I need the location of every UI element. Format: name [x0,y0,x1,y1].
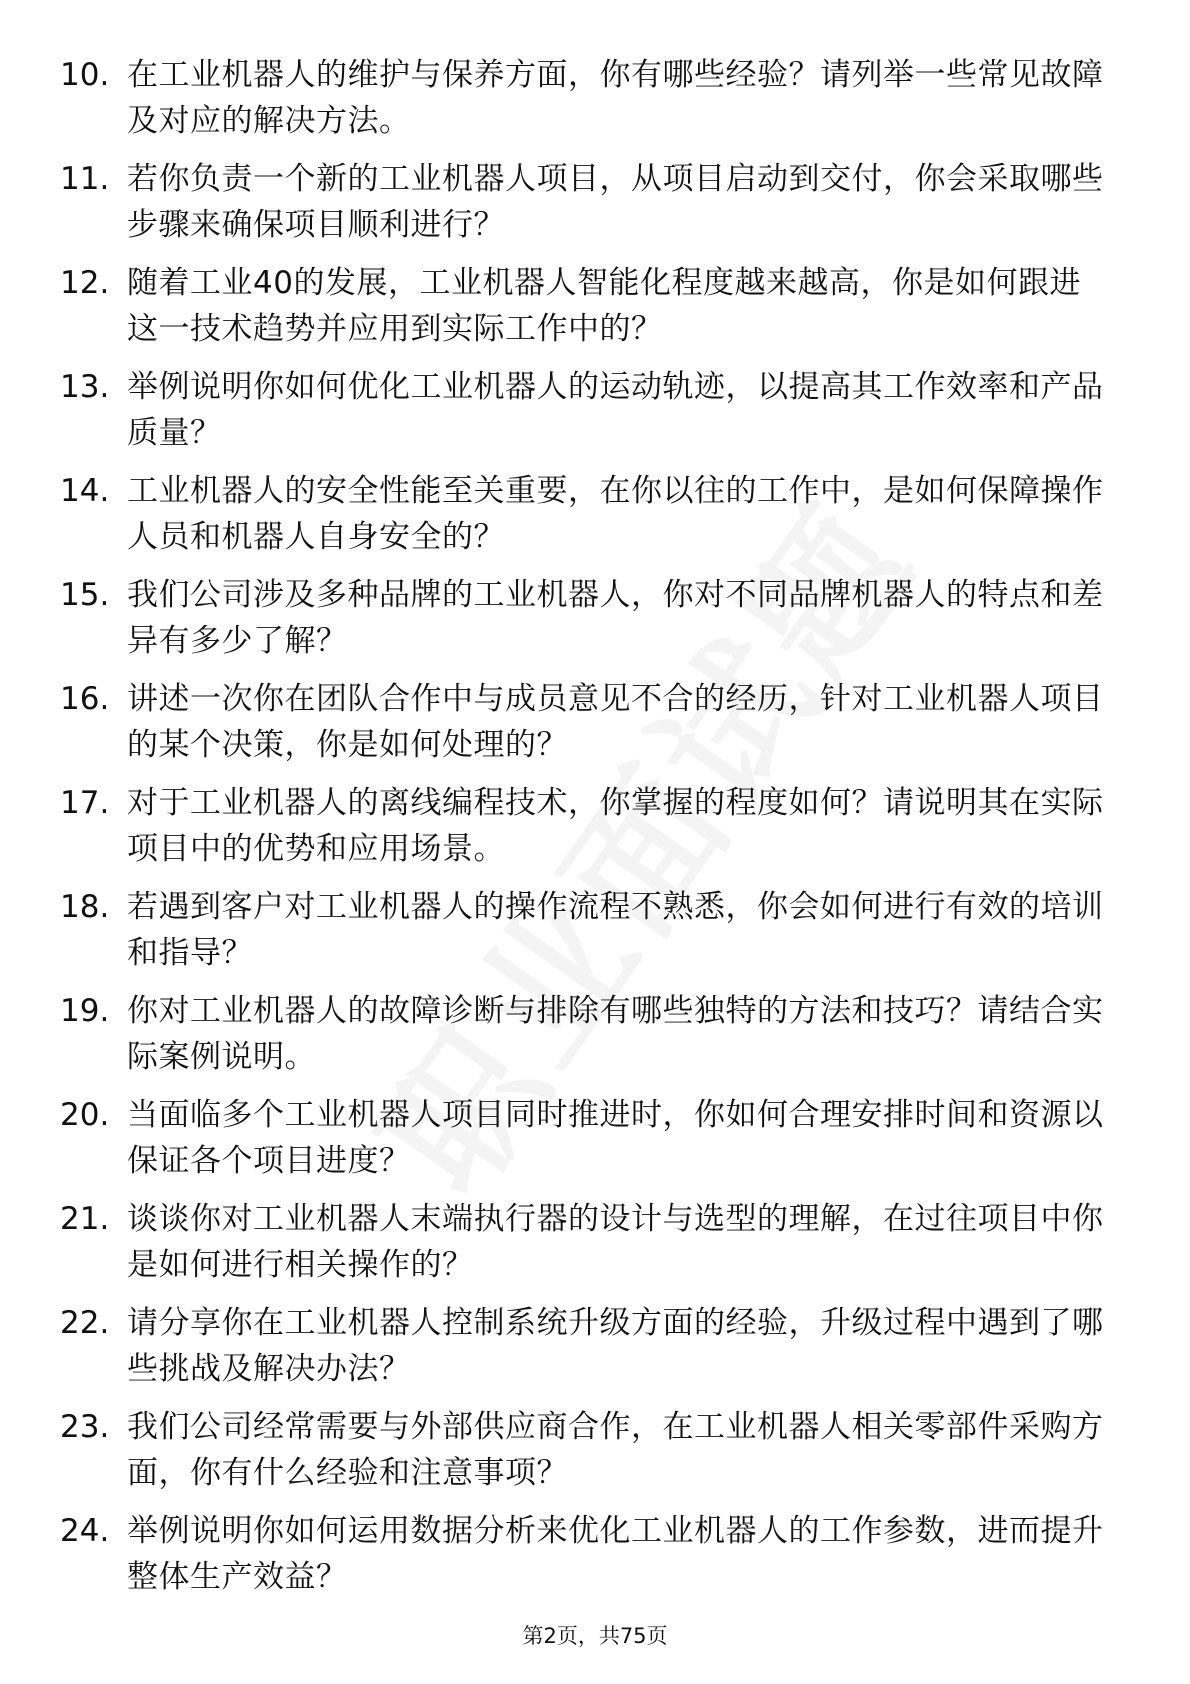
list-item [0,1300,1190,1404]
question-text: 举例说明你如何优化工业机器人的运动轨迹，以提高其工作效率和产品质量？ [127,369,1104,451]
list-item [0,156,1190,260]
page-number: 第2页，共75页 [522,1624,668,1648]
question-text: 若你负责一个新的工业机器人项目，从项目启动到交付，你会采取哪些步骤来确保项目顺利进行？ [127,161,1104,243]
question-number: 12. [60,265,110,301]
question-number: 20. [60,1097,110,1133]
question-text: 我们公司涉及多种品牌的工业机器人，你对不同品牌机器人的特点和差异有多少了解？ [127,577,1104,659]
question-number: 16. [60,681,110,717]
list-item [0,1508,1190,1612]
question-number: 18. [60,889,110,925]
list-item [0,988,1190,1092]
question-text: 你对工业机器人的故障诊断与排除有哪些独特的方法和技巧？请结合实际案例说明。 [127,993,1104,1075]
question-text: 在工业机器人的维护与保养方面，你有哪些经验？请列举一些常见故障及对应的解决方法。 [127,57,1104,139]
question-text: 工业机器人的安全性能至关重要，在你以往的工作中，是如何保障操作人员和机器人自身安全的？ [127,473,1104,555]
list-item [0,52,1190,156]
question-text: 随着工业40的发展，工业机器人智能化程度越来越高，你是如何跟进这一技术趋势并应用到实际工作中的？ [127,265,1081,347]
question-text: 谈谈你对工业机器人末端执行器的设计与选型的理解，在过往项目中你是如何进行相关操作的？ [127,1201,1104,1283]
list-item [0,676,1190,780]
list-item [0,468,1190,572]
question-number: 14. [60,473,110,509]
list-item [0,364,1190,468]
question-number: 10. [60,57,110,93]
question-number: 17. [60,785,110,821]
question-text: 我们公司经常需要与外部供应商合作，在工业机器人相关零部件采购方面，你有什么经验和注意事项？ [127,1409,1104,1491]
list-item [0,1092,1190,1196]
question-text: 请分享你在工业机器人控制系统升级方面的经验，升级过程中遇到了哪些挑战及解决办法？ [127,1305,1104,1387]
question-number: 15. [60,577,110,613]
question-number: 19. [60,993,110,1029]
question-number: 21. [60,1201,110,1237]
question-text: 当面临多个工业机器人项目同时推进时，你如何合理安排时间和资源以保证各个项目进度？ [127,1097,1104,1179]
list-item [0,884,1190,988]
question-number: 13. [60,369,110,405]
list-item [0,260,1190,364]
list-item [0,1196,1190,1300]
question-text: 若遇到客户对工业机器人的操作流程不熟悉，你会如何进行有效的培训和指导？ [127,889,1104,971]
question-text: 讲述一次你在团队合作中与成员意见不合的经历，针对工业机器人项目的某个决策，你是如何处理的？ [127,681,1104,763]
list-item [0,572,1190,676]
list-item [0,1404,1190,1508]
question-number: 23. [60,1409,110,1445]
question-number: 22. [60,1305,110,1341]
question-list [0,52,1190,1612]
question-number: 24. [60,1513,110,1549]
question-text: 对于工业机器人的离线编程技术，你掌握的程度如何？请说明其在实际项目中的优势和应用场景。 [127,785,1104,867]
question-text: 举例说明你如何运用数据分析来优化工业机器人的工作参数，进而提升整体生产效益？ [127,1513,1104,1595]
list-item [0,780,1190,884]
question-number: 11. [60,161,110,197]
